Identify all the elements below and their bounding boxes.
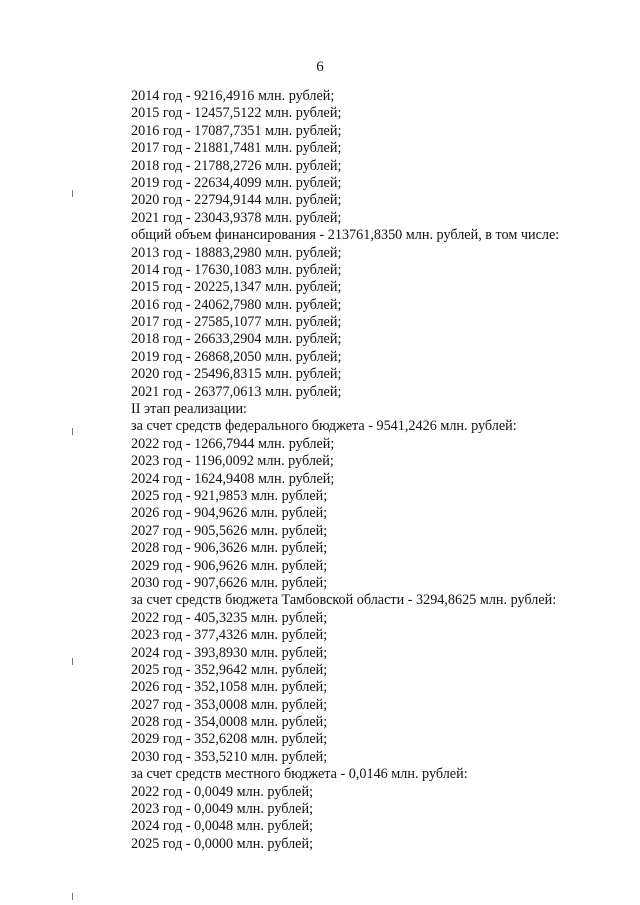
section-heading-local-budget: за счет средств местного бюджета - 0,0146 млн. рублей: xyxy=(131,766,468,783)
text-line: 2017 год - 21881,7481 млн. рублей; xyxy=(131,140,342,157)
text-line: 2027 год - 905,5626 млн. рублей; xyxy=(131,522,328,539)
text-line: 2023 год - 377,4326 млн. рублей; xyxy=(131,627,328,644)
text-line: 2025 год - 921,9853 млн. рублей; xyxy=(131,487,328,504)
text-line: 2028 год - 354,0008 млн. рублей; xyxy=(131,714,328,731)
section-heading-stage-2: II этап реализации: xyxy=(131,401,247,418)
text-line: 2022 год - 405,3235 млн. рублей; xyxy=(131,609,328,626)
text-line: 2015 год - 12457,5122 млн. рублей; xyxy=(131,105,342,122)
text-line: 2016 год - 17087,7351 млн. рублей; xyxy=(131,122,342,139)
text-line: 2025 год - 0,0000 млн. рублей; xyxy=(131,835,314,852)
text-line: 2026 год - 352,1058 млн. рублей; xyxy=(131,679,328,696)
text-line: 2014 год - 17630,1083 млн. рублей; xyxy=(131,261,342,278)
scan-mark xyxy=(72,658,73,665)
text-line: 2025 год - 352,9642 млн. рублей; xyxy=(131,661,328,678)
text-line: 2024 год - 393,8930 млн. рублей; xyxy=(131,644,328,661)
text-line: 2018 год - 21788,2726 млн. рублей; xyxy=(131,157,342,174)
text-line: 2029 год - 906,9626 млн. рублей; xyxy=(131,557,328,574)
text-line: 2030 год - 353,5210 млн. рублей; xyxy=(131,748,328,765)
scan-mark xyxy=(72,893,73,900)
text-line: 2013 год - 18883,2980 млн. рублей; xyxy=(131,244,342,261)
text-line: 2021 год - 26377,0613 млн. рублей; xyxy=(131,383,342,400)
text-line: 2016 год - 24062,7980 млн. рублей; xyxy=(131,296,342,313)
text-line: 2022 год - 1266,7944 млн. рублей; xyxy=(131,435,335,452)
text-line: 2018 год - 26633,2904 млн. рублей; xyxy=(131,331,342,348)
section-heading-federal-budget: за счет средств федерального бюджета - 9541,2426 млн. рублей: xyxy=(131,418,517,435)
text-line: 2019 год - 22634,4099 млн. рублей; xyxy=(131,174,342,191)
section-heading-total-financing: общий объем финансирования - 213761,8350 млн. рублей, в том числе: xyxy=(131,227,560,244)
text-line: 2020 год - 25496,8315 млн. рублей; xyxy=(131,366,342,383)
text-line: 2028 год - 906,3626 млн. рублей; xyxy=(131,540,328,557)
scan-mark xyxy=(72,428,73,435)
text-line: 2029 год - 352,6208 млн. рублей; xyxy=(131,731,328,748)
document-body xyxy=(131,88,611,853)
text-line: 2024 год - 1624,9408 млн. рублей; xyxy=(131,470,335,487)
text-line: 2024 год - 0,0048 млн. рублей; xyxy=(131,818,314,835)
text-line: 2023 год - 1196,0092 млн. рублей; xyxy=(131,453,334,470)
section-heading-regional-budget: за счет средств бюджета Тамбовской области - 3294,8625 млн. рублей: xyxy=(131,592,557,609)
text-line: 2020 год - 22794,9144 млн. рублей; xyxy=(131,192,342,209)
text-line: 2015 год - 20225,1347 млн. рублей; xyxy=(131,279,342,296)
text-line: 2030 год - 907,6626 млн. рублей; xyxy=(131,574,328,591)
text-line: 2027 год - 353,0008 млн. рублей; xyxy=(131,696,328,713)
text-line: 2017 год - 27585,1077 млн. рублей; xyxy=(131,314,342,331)
text-line: 2026 год - 904,9626 млн. рублей; xyxy=(131,505,328,522)
text-line: 2014 год - 9216,4916 млн. рублей; xyxy=(131,88,335,104)
text-line: 2019 год - 26868,2050 млн. рублей; xyxy=(131,348,342,365)
text-line: 2023 год - 0,0049 млн. рублей; xyxy=(131,801,314,818)
text-line: 2021 год - 23043,9378 млн. рублей; xyxy=(131,209,342,226)
text-line: 2022 год - 0,0049 млн. рублей; xyxy=(131,783,314,800)
scan-mark xyxy=(72,190,73,197)
page-number: 6 xyxy=(316,59,324,75)
